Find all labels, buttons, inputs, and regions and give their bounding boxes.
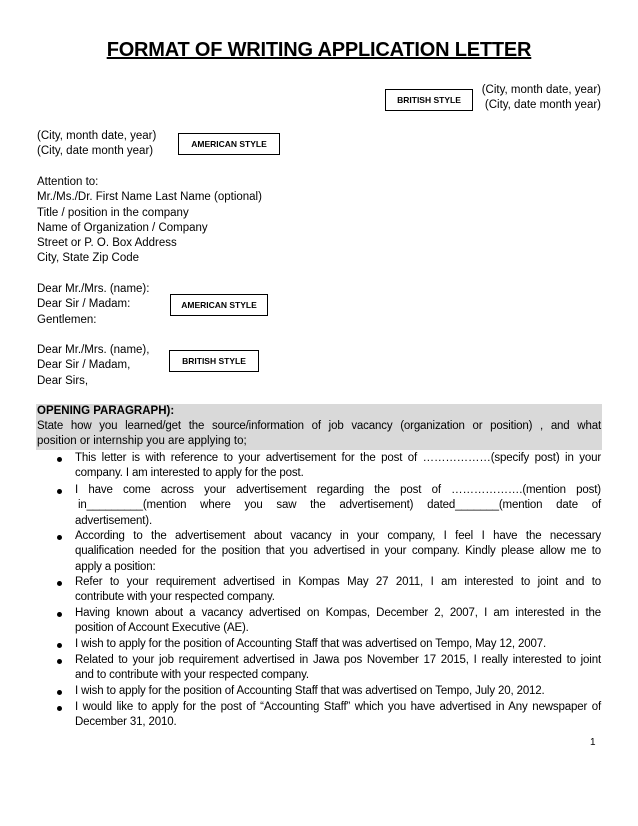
list-item-line: apply a position: xyxy=(75,560,156,573)
british-date-block xyxy=(470,83,601,114)
list-item-line: advertisement). xyxy=(75,514,153,527)
list-item-line: I have come across your advertisement regarding the post of ……………….(mention post) xyxy=(75,484,601,496)
list-item xyxy=(75,637,601,652)
address-line: City, State Zip Code xyxy=(37,252,140,265)
address-line: Title / position in the company xyxy=(37,206,189,219)
list-item-line: Related to your job requirement advertised in Jawa pos November 17 2015, I really interested to joint xyxy=(75,654,601,666)
salutation-line: Dear Mr./Mrs. (name): xyxy=(37,283,150,295)
bullet-icon xyxy=(57,581,62,586)
address-line: Name of Organization / Company xyxy=(37,221,208,234)
opening-intro-line xyxy=(37,419,601,434)
list-item xyxy=(75,483,601,529)
list-item-line: According to the advertisement about vacancy in your company, I feel I have the necessary xyxy=(75,530,601,542)
american-salutation xyxy=(37,282,149,328)
bullet-icon xyxy=(57,643,62,648)
list-item xyxy=(75,575,601,606)
british-style-tag: BRITISH STYLE xyxy=(385,89,473,111)
bullet-icon xyxy=(57,659,62,664)
salutation-line: Dear Sir / Madam: xyxy=(37,298,131,311)
list-item xyxy=(75,529,601,575)
list-item xyxy=(75,451,601,482)
salutation-line: Dear Mr./Mrs. (name), xyxy=(37,344,150,356)
list-item xyxy=(75,606,601,637)
salutation-line: Gentlemen: xyxy=(37,313,97,326)
opening-intro-text: State how you learned/get the source/information of job vacancy (organization or position) , and what xyxy=(37,420,601,432)
british-style-tag: BRITISH STYLE xyxy=(169,350,259,372)
bullet-icon xyxy=(57,535,62,540)
list-item-line: This letter is with reference to your advertisement for the post of ………………(specify post) in your xyxy=(75,452,601,464)
bullet-icon xyxy=(57,457,62,462)
opening-heading: OPENING PARAGRAPH): xyxy=(37,405,175,417)
american-date-line: (City, date month year) xyxy=(37,145,154,158)
list-item xyxy=(75,653,601,684)
american-style-tag: AMERICAN STYLE xyxy=(170,294,268,316)
american-date-line: (City, month date, year) xyxy=(37,130,157,142)
bullet-icon xyxy=(57,489,62,494)
list-item-line: and to contribute with your respected company. xyxy=(75,669,309,682)
bullet-icon xyxy=(57,706,62,711)
list-item-line: December 31, 2010. xyxy=(75,716,177,729)
british-salutation xyxy=(37,343,149,389)
american-date-block xyxy=(37,129,156,160)
list-item xyxy=(75,700,601,731)
list-item-line: Having known about a vacancy advertised on Kompas, December 2, 2007, I am interested in the xyxy=(75,607,601,619)
list-item-line: Refer to your requirement advertised in Kompas May 27 2011, I am interested to joint and to xyxy=(75,576,601,588)
list-item-line: company. I am interested to apply for the post. xyxy=(75,467,304,480)
address-line: Mr./Ms./Dr. First Name Last Name (optional) xyxy=(37,191,262,204)
list-item-line: contribute with your respected company. xyxy=(75,591,275,604)
opening-intro-line: position or internship you are applying to; xyxy=(37,435,247,447)
address-line: Attention to: xyxy=(37,176,99,188)
salutation-line: Dear Sirs, xyxy=(37,374,89,387)
british-date-line: (City, month date, year) xyxy=(481,84,601,96)
bullet-icon xyxy=(57,690,62,695)
list-item-line: I wish to apply for the position of Accounting Staff that was advertised on Tempo, July 20, 2012. xyxy=(75,685,545,697)
list-item xyxy=(75,684,601,699)
list-item-line: I wish to apply for the position of Accounting Staff that was advertised on Tempo, May 12, 2007. xyxy=(75,638,547,650)
bullet-icon xyxy=(57,612,62,617)
list-item-line: in_________(mention where you saw the advertisement) dated_______(mention date of xyxy=(78,499,601,512)
salutation-line: Dear Sir / Madam, xyxy=(37,359,131,372)
list-item-line: qualification needed for the position that you advertised in your company. Kindly please allow me to xyxy=(75,545,601,558)
list-item-line: position of Account Executive (AE). xyxy=(75,622,249,635)
page-title: FORMAT OF WRITING APPLICATION LETTER xyxy=(106,39,532,61)
american-style-tag: AMERICAN STYLE xyxy=(178,133,280,155)
address-line: Street or P. O. Box Address xyxy=(37,237,177,250)
list-item-line: I would like to apply for the post of “Accounting Staff” which you have advertised in Any newspaper of xyxy=(75,701,601,713)
british-date-line: (City, date month year) xyxy=(484,99,601,112)
inside-address xyxy=(37,175,262,267)
page-number: 1 xyxy=(590,737,596,748)
